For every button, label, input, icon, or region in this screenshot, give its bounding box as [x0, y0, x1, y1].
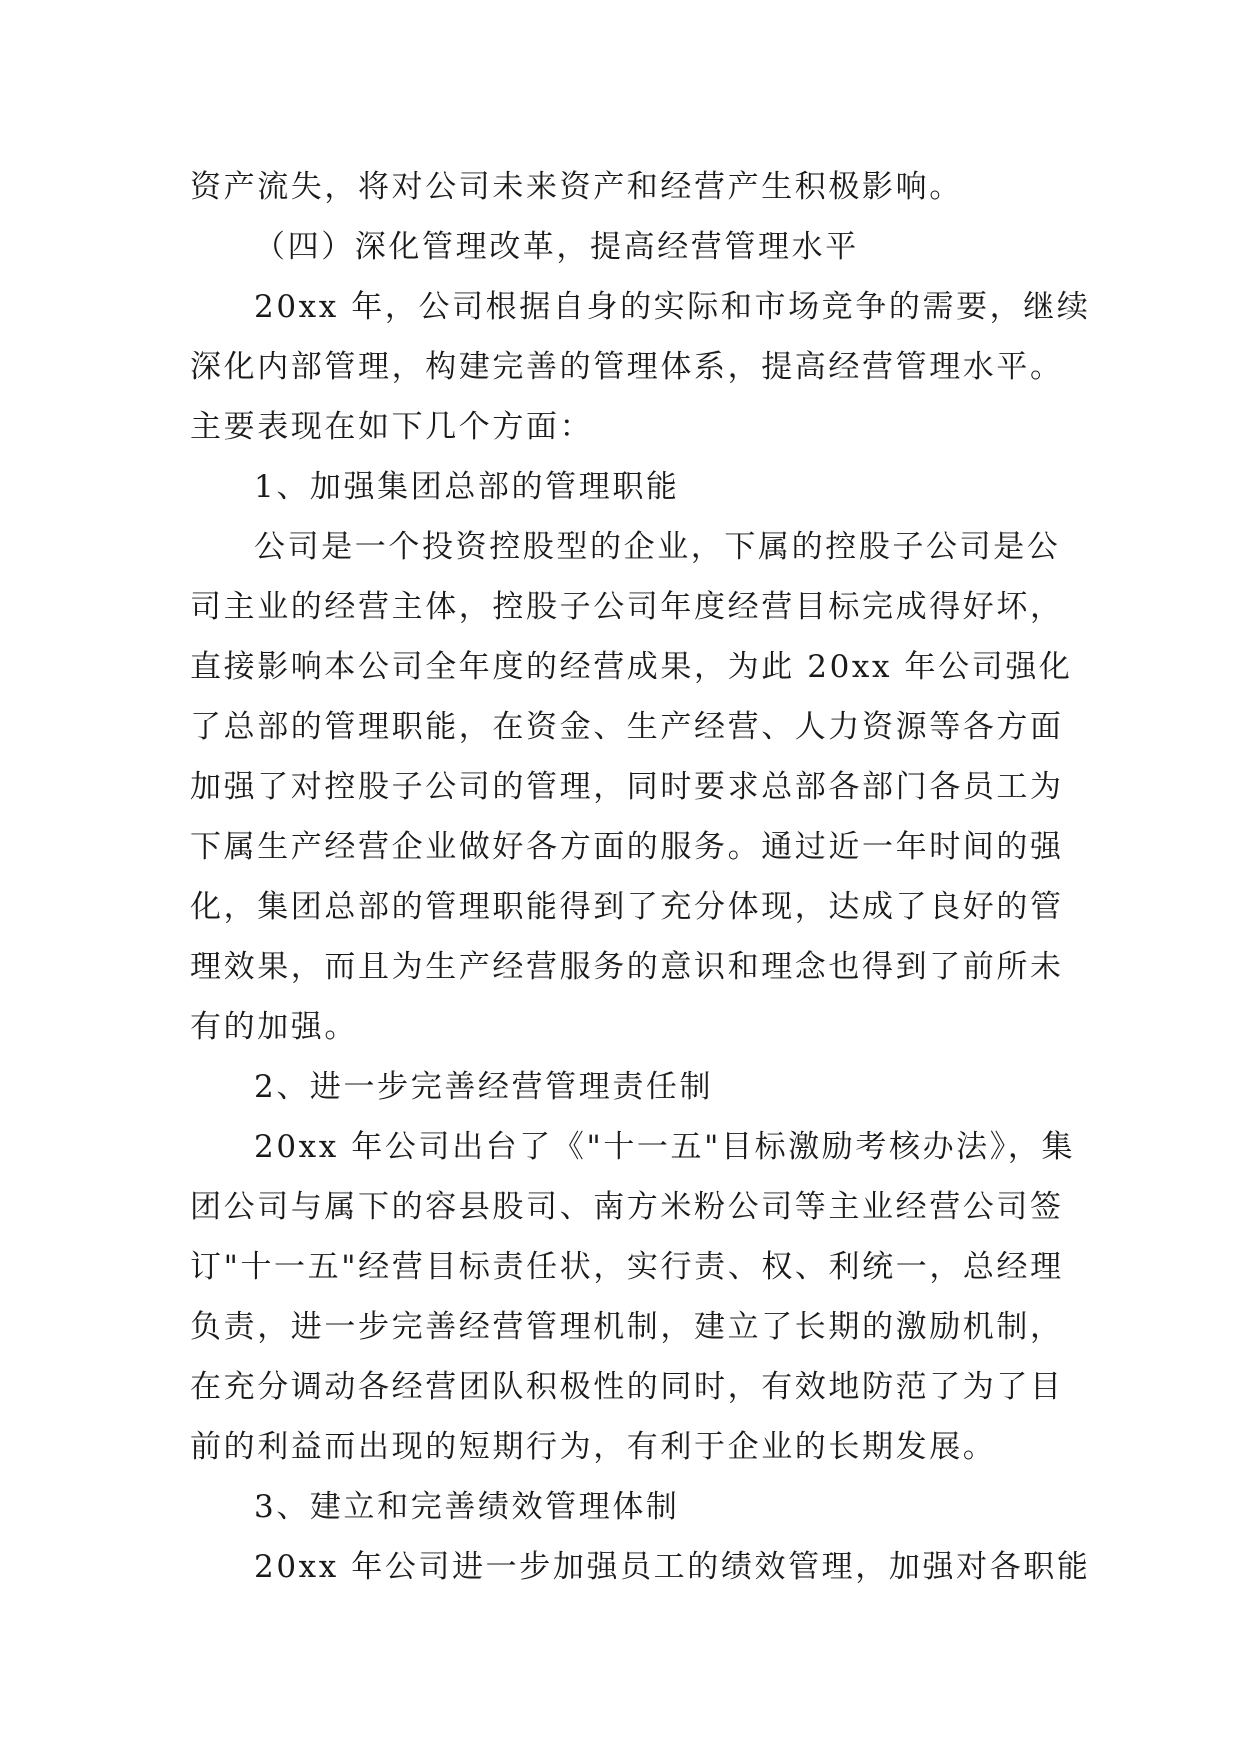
subsection-heading: 1、加强集团总部的管理职能 [254, 469, 680, 505]
paragraph-line: 理效果，而且为生产经营服务的意识和理念也得到了前所未 [190, 949, 1064, 985]
paragraph-line: 团公司与属下的容县股司、南方米粉公司等主业经营公司签 [190, 1189, 1064, 1225]
paragraph-line: 20xx 年，公司根据自身的实际和市场竞争的需要，继续 [254, 289, 1091, 325]
paragraph-line: 前的利益而出现的短期行为，有利于企业的长期发展。 [190, 1429, 997, 1465]
paragraph-line: 深化内部管理，构建完善的管理体系，提高经营管理水平。 [190, 349, 1064, 385]
paragraph-line: 公司是一个投资控股型的企业，下属的控股子公司是公 [254, 529, 1061, 565]
paragraph-line: 有的加强。 [190, 1009, 358, 1045]
document-body [190, 157, 1091, 1597]
paragraph-line: 化，集团总部的管理职能得到了充分体现，达成了良好的管 [190, 889, 1064, 925]
paragraph-line: 20xx 年公司进一步加强员工的绩效管理，加强对各职能 [254, 1549, 1091, 1585]
subsection-heading: 2、进一步完善经营管理责任制 [254, 1069, 714, 1105]
paragraph-line: 订"十一五"经营目标责任状，实行责、权、利统一，总经理 [190, 1249, 1064, 1285]
paragraph-line: 负责，进一步完善经营管理机制，建立了长期的激励机制， [190, 1309, 1064, 1345]
section-heading: （四）深化管理改革，提高经营管理水平 [254, 229, 859, 265]
paragraph-line: 20xx 年公司出台了《"十一五"目标激励考核办法》，集 [254, 1129, 1076, 1165]
paragraph-continuation: 资产流失，将对公司未来资产和经营产生积极影响。 [190, 169, 963, 205]
subsection-heading: 3、建立和完善绩效管理体制 [254, 1489, 680, 1525]
paragraph-line: 在充分调动各经营团队积极性的同时，有效地防范了为了目 [190, 1369, 1064, 1405]
paragraph-line: 加强了对控股子公司的管理，同时要求总部各部门各员工为 [190, 769, 1064, 805]
paragraph-line: 了总部的管理职能，在资金、生产经营、人力资源等各方面 [190, 709, 1064, 745]
paragraph-line: 直接影响本公司全年度的经营成果，为此 20xx 年公司强化 [190, 649, 1073, 685]
paragraph-line: 下属生产经营企业做好各方面的服务。通过近一年时间的强 [190, 829, 1064, 865]
paragraph-line: 主要表现在如下几个方面： [190, 409, 594, 445]
paragraph-line: 司主业的经营主体，控股子公司年度经营目标完成得好坏， [190, 589, 1064, 625]
